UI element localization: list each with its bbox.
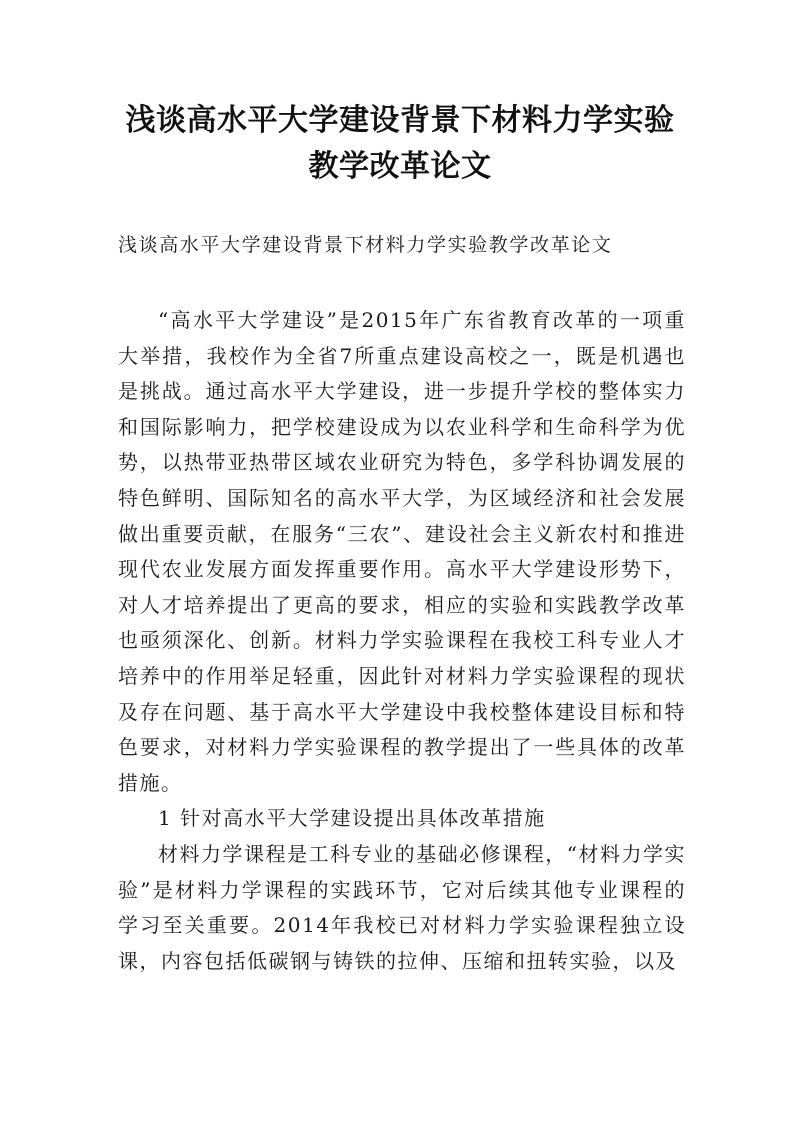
intro-paragraph: “高水平大学建设”是2015年广东省教育改革的一项重大举措，我校作为全省7所重点建设高校之一，既是机遇也是挑战。通过高水平大学建设，进一步提升学校的整体实力和国际影响力，把学校建设成为以农业科学和生命科学为优势，以热带亚热带区域农业研究为特色，多学科协调发展的特色鲜明、国际知名的高水平大学，为区域经济和社会发展做出重要贡献，在服务“三农”、建设社会主义新农村和推进现代农业发展方面发挥重要作用。高水平大学建设形势下，对人才培养提出了更高的要求，相应的实验和实践教学改革也亟须深化、创新。材料力学实验课程在我校工科专业人才培养中的作用举足轻重，因此针对材料力学实验课程的现状及存在问题、基于高水平大学建设中我校整体建设目标和特色要求，对材料力学实验课程的教学提出了一些具体的改革措施。 xyxy=(118,308,686,795)
document-subtitle: 浅谈高水平大学建设背景下材料力学实验教学改革论文 xyxy=(118,234,613,256)
title-line-1: 浅谈高水平大学建设背景下材料力学实验 xyxy=(125,103,675,138)
section-paragraph: 材料力学课程是工科专业的基础必修课程，“材料力学实验”是材料力学课程的实践环节，它对后续其他专业课程的学习至关重要。2014年我校已对材料力学实验课程独立设课，内容包括低碳钢与铸铁的拉伸、压缩和扭转实验，以及 xyxy=(118,841,686,973)
document-title xyxy=(100,98,700,190)
document-body xyxy=(118,303,686,979)
title-line-2: 教学改革论文 xyxy=(308,149,492,184)
section-heading: 1 针对高水平大学建设提出具体改革措施 xyxy=(158,806,546,831)
